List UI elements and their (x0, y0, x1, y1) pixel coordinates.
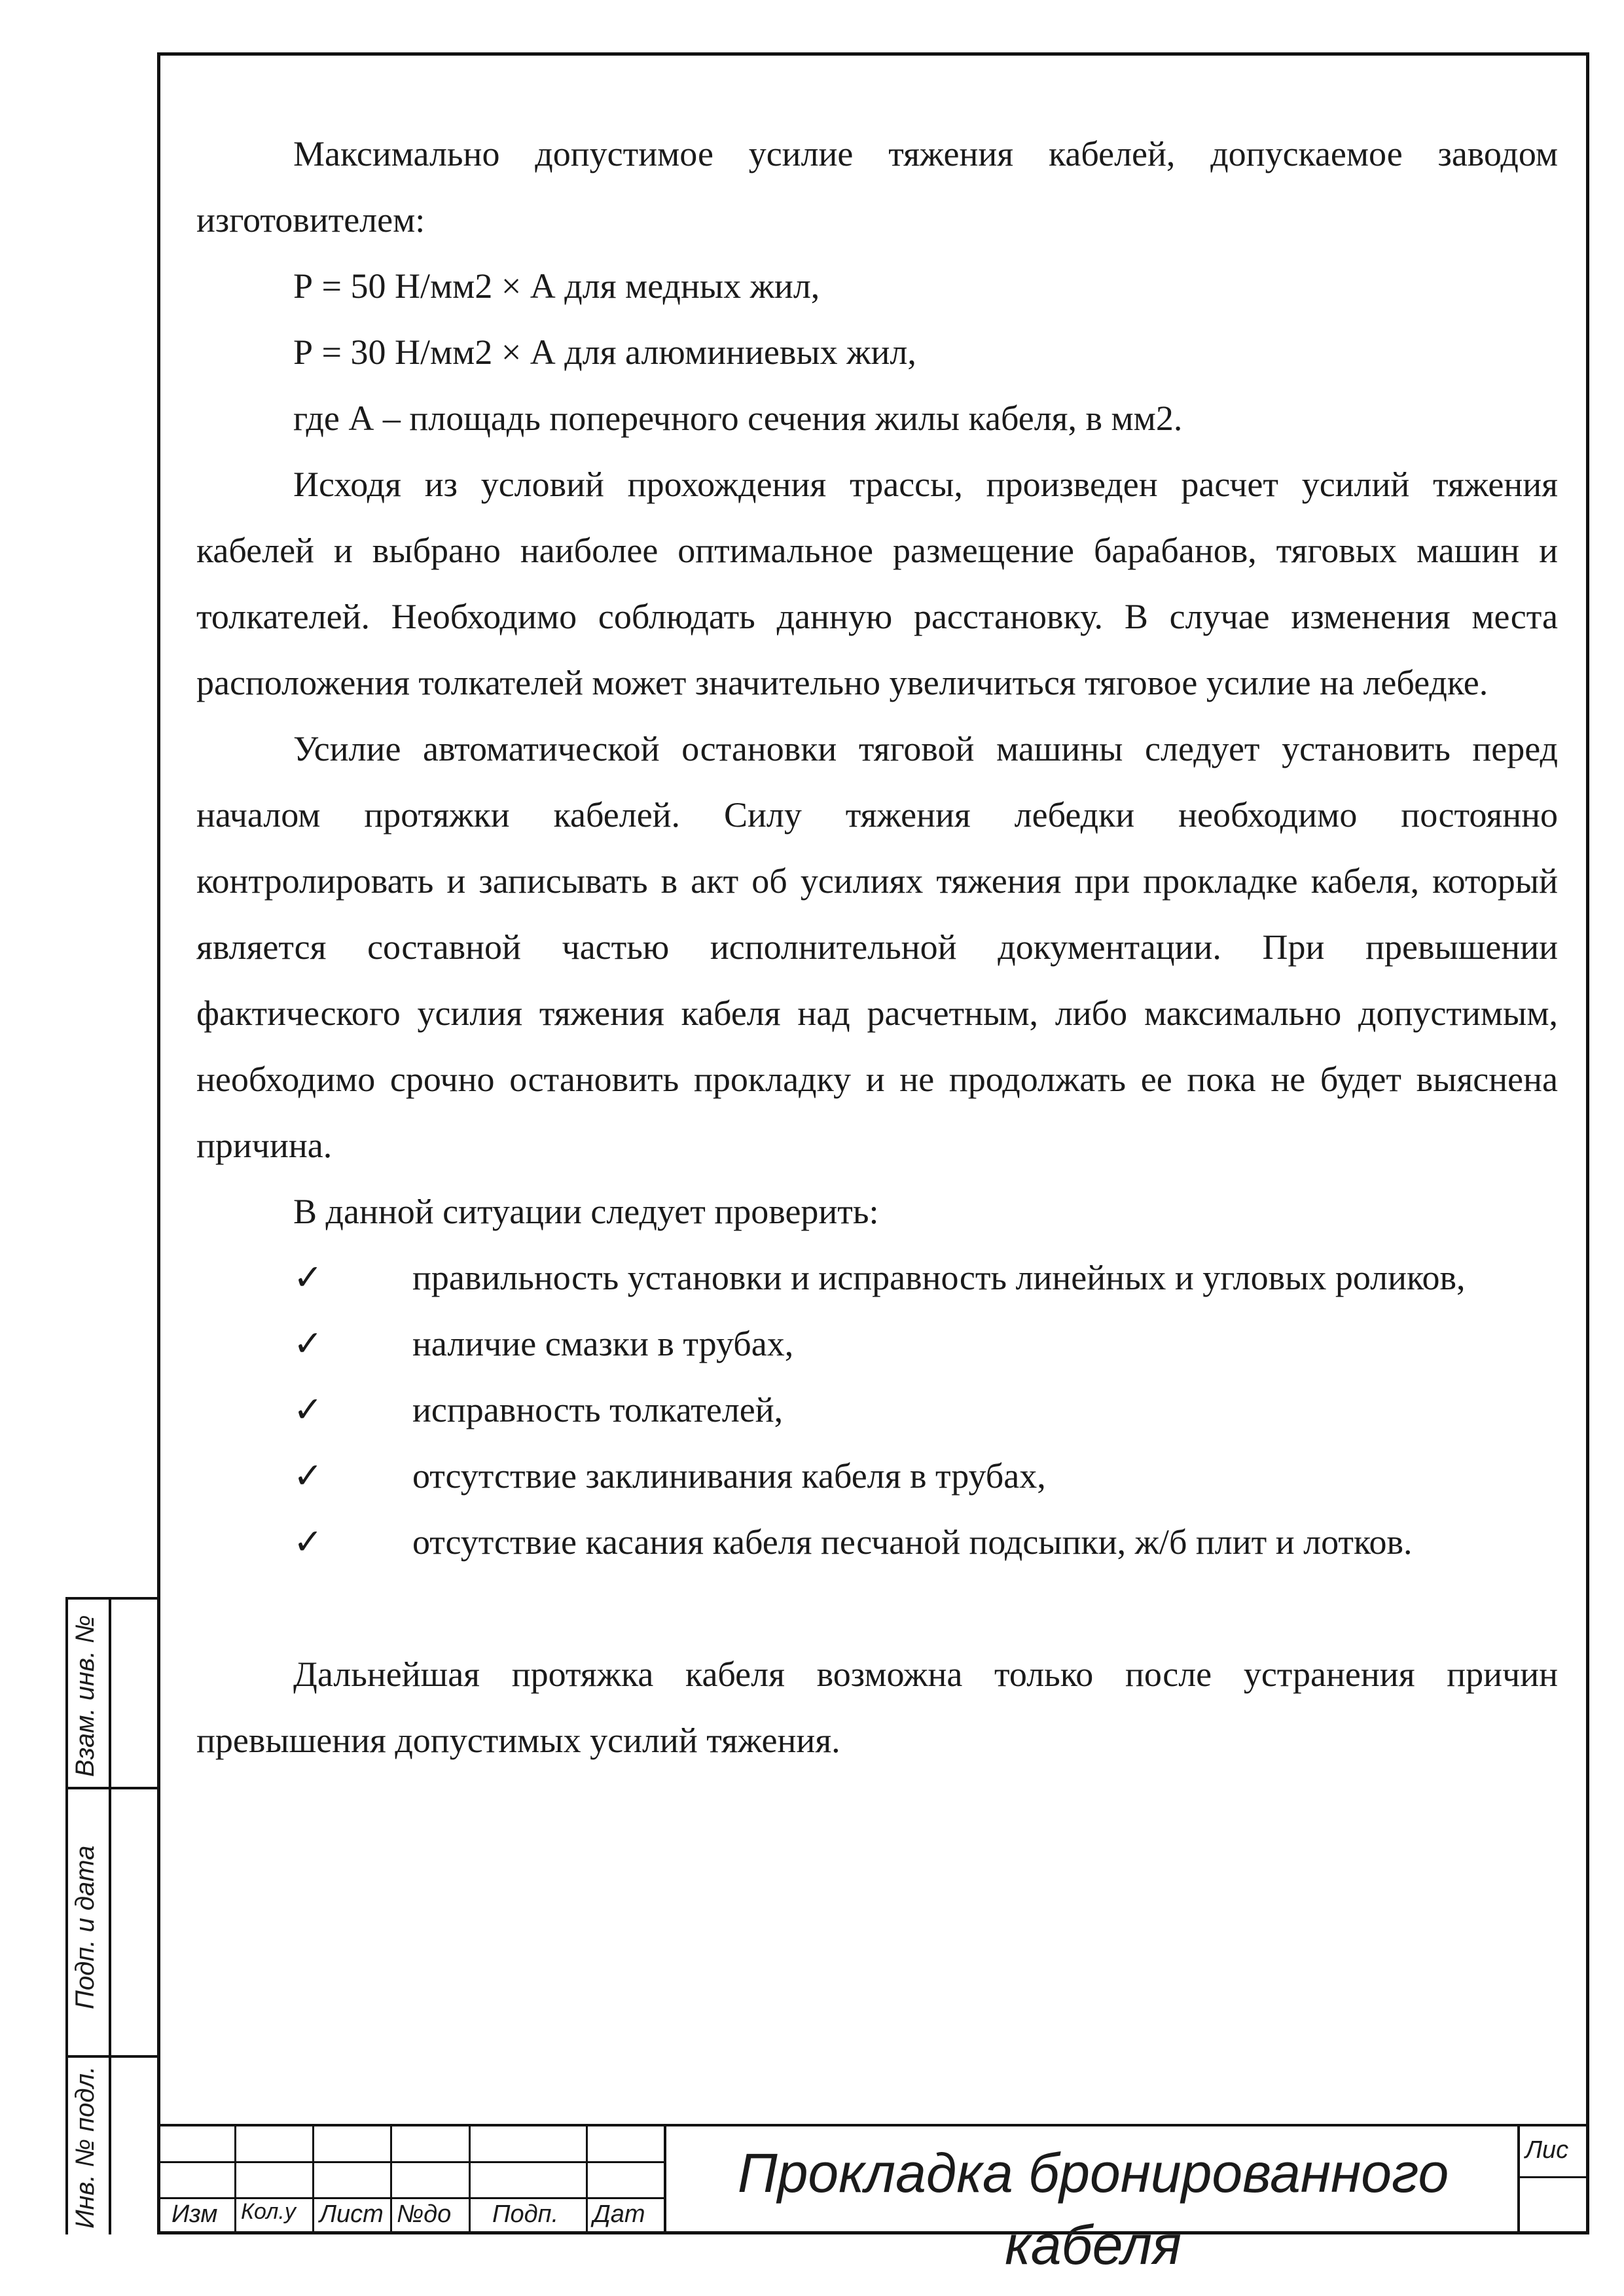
formula-copper: Р = 50 Н/мм2 × А для медных жил, (293, 266, 820, 306)
checklist-item: ✓ наличие смазки в трубах, (196, 1311, 1558, 1377)
checklist-item: ✓ правильность установки и исправность линейных и угловых роликов, (196, 1245, 1558, 1311)
checkmark-icon: ✓ (293, 1258, 323, 1297)
tb-list: Лист (319, 2200, 384, 2228)
document-body (196, 121, 1558, 1774)
formula-note: где А – площадь поперечного сечения жилы кабеля, в мм2. (293, 399, 1183, 438)
side-label-podp: Подп. и дата (71, 1845, 99, 2009)
checkmark-icon: ✓ (293, 1522, 323, 1562)
checklist-item: ✓ исправность толкателей, (196, 1377, 1558, 1443)
formula-aluminium: Р = 30 Н/мм2 × А для алюминиевых жил, (293, 332, 916, 372)
side-label-vzam: Взам. инв. № (71, 1615, 99, 1777)
paragraph-conclusion: Дальнейшая протяжка кабеля возможна только после устранения причин превышения допустимых усилий тяжения. (196, 1655, 1558, 1760)
checklist-item: ✓ отсутствие касания кабеля песчаной подсыпки, ж/б плит и лотков. (196, 1509, 1558, 1575)
document-title: Прокладка бронированного кабеля (737, 2142, 1449, 2276)
paragraph-check-intro: В данной ситуации следует проверить: (293, 1192, 879, 1231)
paragraph-route-calc: Исходя из условий прохождения трассы, произведен расчет усилий тяжения кабелей и выбрано наиболее оптимальное размещение барабанов, тяговых машин и толкателей. Необходимо соблюдать данную расстановку. В случае изменения места расположения толкателей может значительно увеличиться тяговое усилие на лебедке. (196, 465, 1558, 702)
tb-podp: Подп. (492, 2200, 559, 2228)
tb-dat: Дат (593, 2200, 645, 2228)
checkmark-icon: ✓ (293, 1390, 323, 1429)
tb-sheet: Лис (1525, 2136, 1569, 2164)
checklist-item: ✓ отсутствие заклинивания кабеля в трубах, (196, 1443, 1558, 1509)
tb-nodo: №до (397, 2200, 452, 2228)
checkmark-icon: ✓ (293, 1456, 323, 1496)
side-label-inv: Инв. № подл. (71, 2066, 99, 2229)
paragraph-max-force: Максимально допустимое усилие тяжения кабелей, допускаемое заводом изготовителем: (196, 134, 1558, 240)
paragraph-auto-stop: Усилие автоматической остановки тяговой машины следует установить перед началом протяжки кабелей. Силу тяжения лебедки необходимо постоянно контролировать и записывать в акт об усилиях тяжения при прокладке кабеля, который является составной частью исполнительной документации. При превышении фактического усилия тяжения кабеля над расчетным, либо максимально допустимым, необходимо срочно остановить прокладку и не продолжать ее пока не будет выяснена причина. (196, 729, 1558, 1165)
tb-izm: Изм (171, 2200, 218, 2228)
tb-kolu: Кол.у (241, 2199, 296, 2224)
checkmark-icon: ✓ (293, 1324, 323, 1363)
